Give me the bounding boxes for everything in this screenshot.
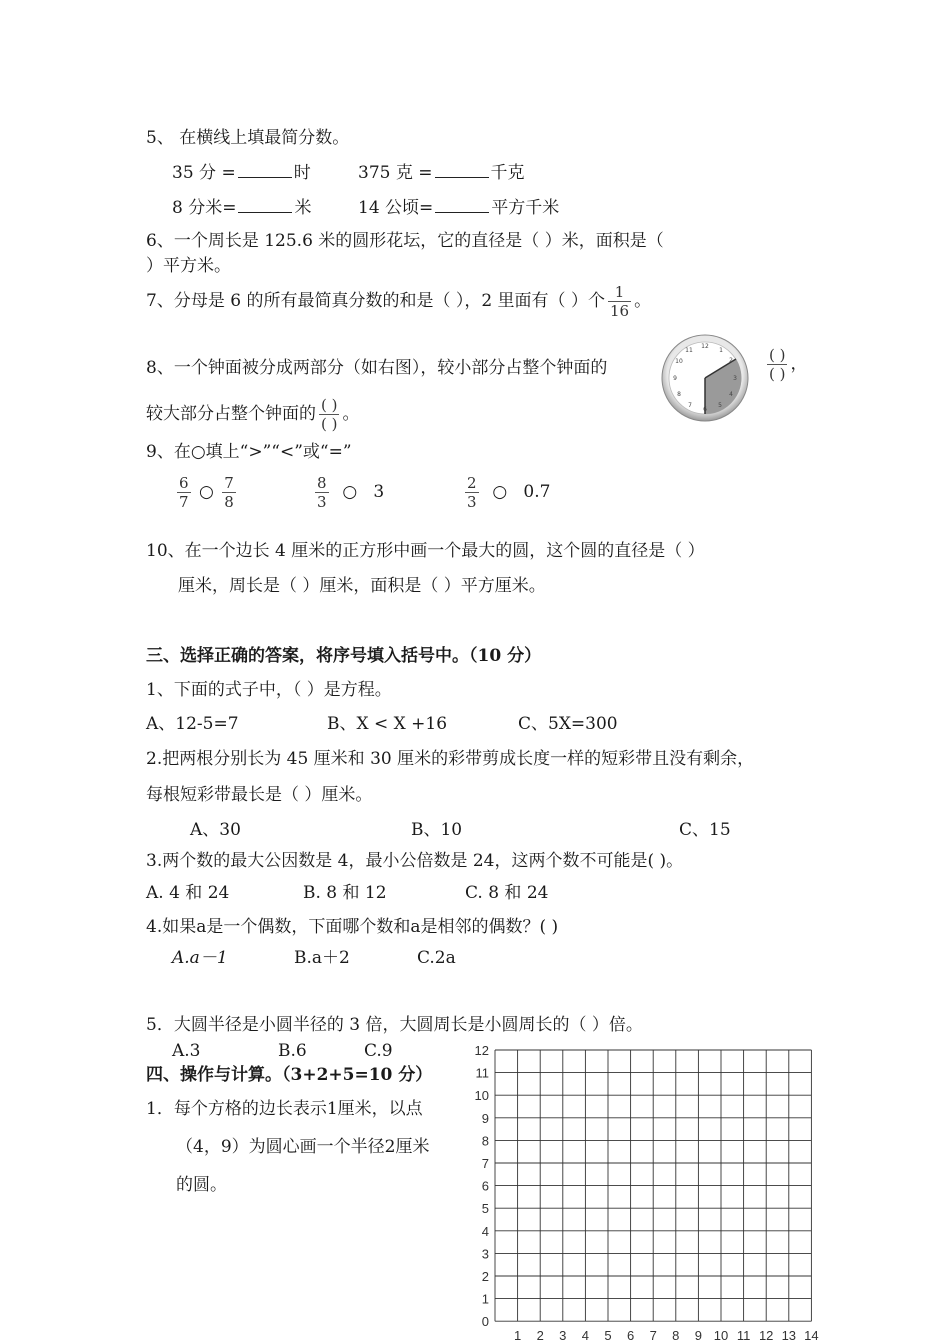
- section4-title: 四、操作与计算。（3+2+5=10 分）: [146, 1065, 433, 1085]
- frac-den: 8: [224, 493, 234, 511]
- grid-x-label: 2: [536, 1328, 544, 1344]
- q9-item1-b: [222, 474, 236, 511]
- q7-fraction: [608, 283, 631, 320]
- s3-q2-opt-b[interactable]: B、10: [411, 820, 463, 840]
- svg-text:9: 9: [673, 375, 677, 382]
- q9-item2-b: 3: [373, 482, 385, 502]
- grid-y-label: 6: [481, 1178, 489, 1194]
- q7-frac-num: 1: [608, 283, 631, 302]
- grid-y-label: 10: [474, 1088, 489, 1104]
- s3-q2-opt-a[interactable]: A、30: [190, 820, 241, 840]
- s3-q2-line1: 2.把两根分别长为 45 厘米和 30 厘米的彩带剪成长度一样的短彩带且没有剩余，: [146, 749, 755, 769]
- grid-x-label: 1: [513, 1328, 522, 1344]
- s3-q3-opt-a[interactable]: A. 4 和 24: [146, 883, 230, 903]
- grid-y-label: 8: [481, 1133, 489, 1149]
- s3-q3-opt-b[interactable]: B. 8 和 12: [303, 883, 387, 903]
- q7-line: [146, 282, 651, 320]
- answer-blank[interactable]: [238, 161, 292, 178]
- q5-r2b-unit: 平方千米: [491, 198, 560, 218]
- s3-q5-opt-b[interactable]: B.6: [278, 1041, 307, 1061]
- q5-r1b-text: 375 克 =: [358, 163, 433, 183]
- q8-frac2-num[interactable]: ( ): [321, 396, 338, 414]
- grid-y-label: 1: [481, 1291, 489, 1307]
- s3-q1-opt-c[interactable]: C、5X=300: [518, 714, 618, 734]
- q5-r1a-unit: 时: [293, 163, 311, 183]
- grid-x-label: 14: [804, 1328, 819, 1344]
- q8-frac2-den[interactable]: ( ): [321, 415, 338, 433]
- s3-q2-opt-c[interactable]: C、15: [679, 820, 731, 840]
- grid-x-label: 12: [758, 1328, 774, 1344]
- grid-x-label: 5: [604, 1328, 612, 1344]
- s3-q1: 1、下面的式子中，（ ）是方程。: [146, 680, 392, 700]
- grid-x-label: 11: [736, 1328, 751, 1344]
- svg-text:10: 10: [675, 358, 683, 365]
- grid-x-label: 7: [649, 1328, 657, 1344]
- grid-x-label: 3: [559, 1328, 567, 1344]
- q10-line2: 厘米，周长是（ ）厘米，面积是（ ）平方厘米。: [178, 576, 546, 596]
- q8-line2-text: 较大部分占整个钟面的: [146, 404, 316, 424]
- s3-q4: 4.如果a是一个偶数，下面哪个数和a是相邻的偶数？( ): [146, 917, 559, 937]
- s3-q5-opt-c[interactable]: C.9: [364, 1041, 393, 1061]
- grid-y-label: 2: [481, 1269, 489, 1284]
- grid-x-label: 13: [781, 1328, 797, 1344]
- s3-q5-opt-a[interactable]: A.3: [172, 1041, 201, 1061]
- frac-den: 3: [317, 493, 327, 511]
- svg-text:3: 3: [733, 375, 737, 382]
- q9-item1-a: [177, 474, 191, 511]
- q9-item3-a: [465, 474, 479, 511]
- svg-text:1: 1: [719, 347, 723, 354]
- q10-line1: 10、在一个边长 4 厘米的正方形中画一个最大的圆，这个圆的直径是（ ）: [146, 541, 705, 561]
- grid-y-label: 7: [481, 1156, 489, 1171]
- q5-r1b-unit: 千克: [490, 163, 525, 183]
- q6-line1: 6、一个周长是 125.6 米的圆形花坛，它的直径是（ ）米，面积是（: [146, 231, 664, 251]
- frac-num: 2: [467, 474, 477, 492]
- q9-item3-b: 0.7: [523, 482, 551, 502]
- q5-r1a-text: 35 分 =: [172, 163, 236, 183]
- svg-text:7: 7: [688, 402, 692, 409]
- grid-x-label: 9: [694, 1328, 703, 1344]
- s4-q1-line1: 1．每个方格的边长表示1厘米，以点: [146, 1099, 423, 1119]
- q5-row1b: [358, 161, 525, 184]
- q5-r2b-text: 14 公顷=: [358, 198, 434, 218]
- s3-q3-opt-c[interactable]: C. 8 和 24: [465, 883, 549, 903]
- q8-frac1-num[interactable]: ( ): [769, 346, 786, 364]
- q5-row1a: [172, 161, 311, 184]
- q8-frac1-den[interactable]: ( ): [769, 365, 786, 383]
- grid-y-label: 3: [481, 1246, 489, 1262]
- grid-y-label: 4: [481, 1223, 489, 1239]
- q7-text: 7、分母是 6 的所有最简真分数的和是（ ），2 里面有（ ）个: [146, 291, 605, 311]
- frac-num: 7: [224, 474, 234, 492]
- s3-q5: 5．大圆半径是小圆半径的 3 倍，大圆周长是小圆周长的（ ）倍。: [146, 1015, 643, 1035]
- frac-num: 6: [179, 474, 189, 492]
- svg-text:6: 6: [703, 406, 707, 413]
- q7-frac-den: 16: [609, 302, 630, 320]
- compare-circle[interactable]: ○: [342, 482, 358, 502]
- q8-line1: 8、一个钟面被分成两部分（如右图），较小部分占整个钟面的: [146, 358, 608, 378]
- compare-circle[interactable]: ○: [492, 482, 508, 502]
- compare-circle[interactable]: ○: [198, 482, 214, 502]
- q8-line2: [146, 395, 359, 433]
- svg-text:8: 8: [677, 391, 681, 398]
- s3-q2-line2: 每根短彩带最长是（ ）厘米。: [146, 785, 373, 805]
- s3-q1-opt-b[interactable]: B、X < X +16: [327, 714, 448, 734]
- q8-answer-frac1: [764, 346, 807, 383]
- grid-x-label: 6: [626, 1328, 635, 1344]
- q8-end: 。: [342, 404, 360, 424]
- clock-face-image: [660, 333, 750, 423]
- section3-title: 三、选择正确的答案，将序号填入括号中。（10 分）: [146, 646, 542, 666]
- answer-blank[interactable]: [435, 196, 489, 213]
- grid-x-label: 8: [672, 1328, 680, 1344]
- grid-x-label: 10: [713, 1328, 729, 1344]
- answer-blank[interactable]: [238, 196, 292, 213]
- frac-num: 8: [317, 474, 327, 492]
- s3-q3: 3.两个数的最大公因数是 4，最小公倍数是 24，这两个数不可能是( )。: [146, 851, 684, 871]
- q9-item1: [174, 472, 239, 512]
- grid-x-label: 4: [581, 1328, 590, 1344]
- q8-sep: ，: [790, 354, 808, 374]
- s3-q1-opt-a[interactable]: A、12-5=7: [146, 714, 239, 734]
- q9-title: 9、在○填上“>”“<”或“=”: [146, 442, 352, 462]
- s3-q4-opt-b[interactable]: B.a＋2: [294, 948, 350, 968]
- q5-title: 5、 在横线上填最简分数。: [146, 128, 350, 148]
- grid-y-label: 5: [481, 1201, 489, 1217]
- q9-item2-a: [315, 474, 329, 511]
- q8-frac1: [767, 346, 787, 383]
- svg-text:2: 2: [729, 357, 733, 364]
- q5-r2a-unit: 米: [294, 198, 312, 218]
- grid-y-label: 0: [481, 1314, 489, 1330]
- svg-text:4: 4: [729, 391, 733, 398]
- answer-blank[interactable]: [435, 161, 489, 178]
- q6-line2: ）平方米。: [146, 256, 231, 276]
- q5-row2b: [358, 196, 559, 219]
- svg-text:11: 11: [685, 347, 693, 354]
- svg-text:12: 12: [701, 343, 709, 350]
- q9-item2: [312, 472, 384, 512]
- frac-den: 7: [179, 493, 189, 511]
- grid-y-label: 12: [474, 1043, 489, 1058]
- s3-q4-opt-c[interactable]: C.2a: [417, 948, 456, 968]
- q5-r2a-text: 8 分米=: [172, 198, 237, 218]
- q8-frac2: [319, 396, 339, 433]
- grid-y-label: 9: [481, 1110, 489, 1126]
- s3-q4-opt-a[interactable]: A.a－1: [172, 948, 228, 968]
- frac-den: 3: [467, 493, 477, 511]
- coordinate-grid[interactable]: [460, 1038, 830, 1344]
- q7-end: 。: [634, 291, 652, 311]
- s4-q1-line3: 的圆。: [176, 1175, 227, 1195]
- svg-text:5: 5: [718, 402, 722, 409]
- s4-q1-line2: （4，9）为圆心画一个半径2厘米: [176, 1137, 430, 1157]
- grid-y-label: 11: [475, 1065, 489, 1081]
- q9-item3: [462, 472, 550, 512]
- q5-row2a: [172, 196, 311, 219]
